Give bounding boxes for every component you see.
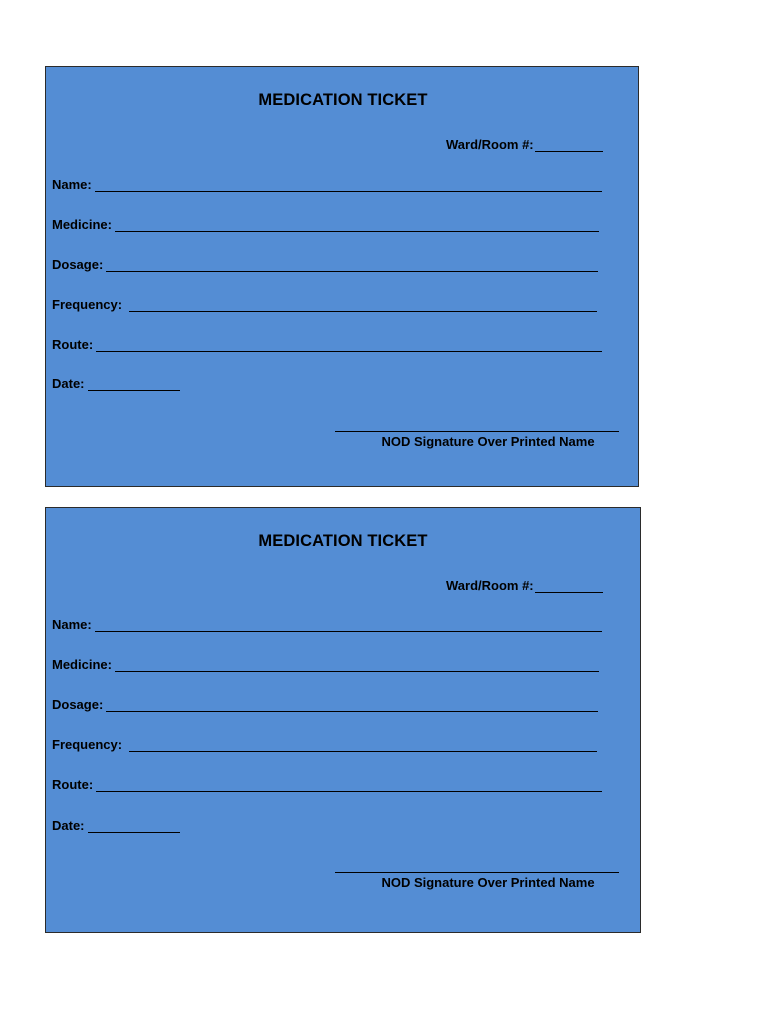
date-label: Date:	[52, 376, 85, 391]
ward-room-blank[interactable]	[535, 139, 603, 152]
ward-room-label: Ward/Room #:	[446, 137, 534, 152]
frequency-field[interactable]	[52, 737, 597, 752]
ward-room-field[interactable]	[446, 137, 603, 152]
frequency-blank[interactable]	[129, 739, 597, 752]
medicine-blank[interactable]	[115, 219, 599, 232]
frequency-label: Frequency:	[52, 297, 123, 312]
name-field[interactable]	[52, 177, 602, 192]
name-label: Name:	[52, 617, 92, 632]
frequency-blank[interactable]	[129, 299, 597, 312]
dosage-blank[interactable]	[106, 259, 598, 272]
route-label: Route:	[52, 337, 94, 352]
date-label: Date:	[52, 818, 85, 833]
ward-room-blank[interactable]	[535, 580, 603, 593]
ticket-title: MEDICATION TICKET	[258, 91, 428, 109]
name-blank[interactable]	[95, 619, 602, 632]
name-field[interactable]	[52, 617, 602, 632]
frequency-label: Frequency:	[52, 737, 123, 752]
date-field[interactable]	[52, 376, 180, 391]
route-label: Route:	[52, 777, 94, 792]
medication-ticket-2	[45, 507, 641, 933]
signature-label: NOD Signature Over Printed Name	[381, 434, 595, 449]
ticket-title: MEDICATION TICKET	[258, 532, 428, 550]
frequency-field[interactable]	[52, 297, 597, 312]
medicine-label: Medicine:	[52, 217, 112, 232]
signature-label: NOD Signature Over Printed Name	[381, 875, 595, 890]
route-blank[interactable]	[96, 779, 602, 792]
dosage-field[interactable]	[52, 697, 598, 712]
medicine-field[interactable]	[52, 657, 599, 672]
medicine-label: Medicine:	[52, 657, 112, 672]
name-blank[interactable]	[95, 179, 602, 192]
dosage-field[interactable]	[52, 257, 598, 272]
route-field[interactable]	[52, 337, 602, 352]
date-blank[interactable]	[88, 378, 180, 391]
ward-room-label: Ward/Room #:	[446, 578, 534, 593]
route-blank[interactable]	[96, 339, 602, 352]
dosage-blank[interactable]	[106, 699, 598, 712]
signature-line[interactable]	[335, 431, 619, 432]
medication-ticket-1	[45, 66, 639, 487]
medicine-field[interactable]	[52, 217, 599, 232]
date-blank[interactable]	[88, 820, 180, 833]
route-field[interactable]	[52, 777, 602, 792]
dosage-label: Dosage:	[52, 697, 104, 712]
ward-room-field[interactable]	[446, 578, 603, 593]
date-field[interactable]	[52, 818, 180, 833]
signature-line[interactable]	[335, 872, 619, 873]
name-label: Name:	[52, 177, 92, 192]
dosage-label: Dosage:	[52, 257, 104, 272]
medicine-blank[interactable]	[115, 659, 599, 672]
